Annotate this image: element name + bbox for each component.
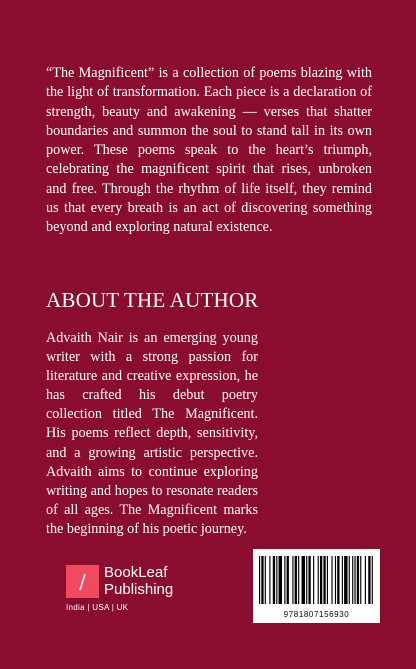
barcode-bar bbox=[335, 556, 336, 604]
publisher-name-line1: BookLeaf bbox=[104, 564, 168, 581]
barcode-bar bbox=[265, 556, 266, 604]
barcode-bar bbox=[323, 556, 325, 604]
publisher-name-line2: Publishing bbox=[104, 581, 174, 598]
barcode-bar bbox=[292, 556, 293, 604]
barcode-bar bbox=[318, 556, 319, 604]
barcode-bar bbox=[284, 556, 285, 604]
barcode-bar bbox=[360, 556, 361, 604]
barcode-bar bbox=[354, 556, 355, 604]
publisher-logo bbox=[66, 565, 206, 625]
barcode-bar bbox=[313, 556, 314, 604]
barcode-bar bbox=[306, 556, 307, 604]
barcode-bar bbox=[269, 556, 270, 604]
barcode-bar bbox=[273, 556, 275, 604]
barcode-bar bbox=[352, 556, 353, 604]
barcode-bar bbox=[276, 556, 277, 604]
publisher-name bbox=[104, 564, 173, 598]
barcode-bar bbox=[298, 556, 299, 604]
publisher-regions: India | USA | UK bbox=[66, 603, 129, 612]
barcode-bar bbox=[302, 556, 305, 604]
publisher-slash-icon bbox=[66, 565, 99, 598]
barcode-bar bbox=[368, 556, 370, 604]
isbn-barcode bbox=[253, 549, 380, 623]
barcode-bar bbox=[261, 556, 263, 604]
barcode-bar bbox=[327, 556, 328, 604]
barcode-bar bbox=[365, 556, 366, 604]
book-blurb: “The Magnificent” is a collection of poems blazing with the light of transformation. Each piece is a declaration of strength, beauty and awakening — verses that shatter boundaries and summon the soul to stand tall in its own power. These poems speak to the heart’s triumph, celebrating the magnificent spirit that rises, unbroken and free. Through the rhythm of life itself, they remind us that every breath is an act of discovering something beyond and exploring natural existence. bbox=[46, 65, 372, 236]
barcode-bar bbox=[357, 556, 359, 604]
barcode-bar bbox=[342, 556, 343, 604]
isbn-number: 9781807156930 bbox=[283, 610, 350, 619]
barcode-bar bbox=[349, 556, 350, 604]
barcode-bar bbox=[287, 556, 289, 604]
author-bio: Advaith Nair is an emerging young writer with a strong passion for literature and creative expression, he has crafted his debut poetry collection titled The Magnificent. His poems reflect depth, sensitivity, and a growing artistic perspective. Advaith aims to continue exploring writing and hopes to resonate readers of all ages. The Magnificent marks the beginning of his poetic journey. bbox=[46, 330, 258, 537]
barcode-bar bbox=[372, 556, 373, 604]
barcode-bar bbox=[344, 556, 347, 604]
barcode-bar bbox=[279, 556, 282, 604]
barcode-bar bbox=[259, 556, 260, 604]
about-author-heading: ABOUT THE AUTHOR bbox=[46, 288, 259, 312]
barcode-bar bbox=[337, 556, 339, 604]
barcode-bar bbox=[331, 556, 332, 604]
barcode-bars bbox=[253, 549, 380, 609]
barcode-bar bbox=[308, 556, 310, 604]
barcode-bar bbox=[295, 556, 297, 604]
barcode-bar bbox=[320, 556, 322, 604]
